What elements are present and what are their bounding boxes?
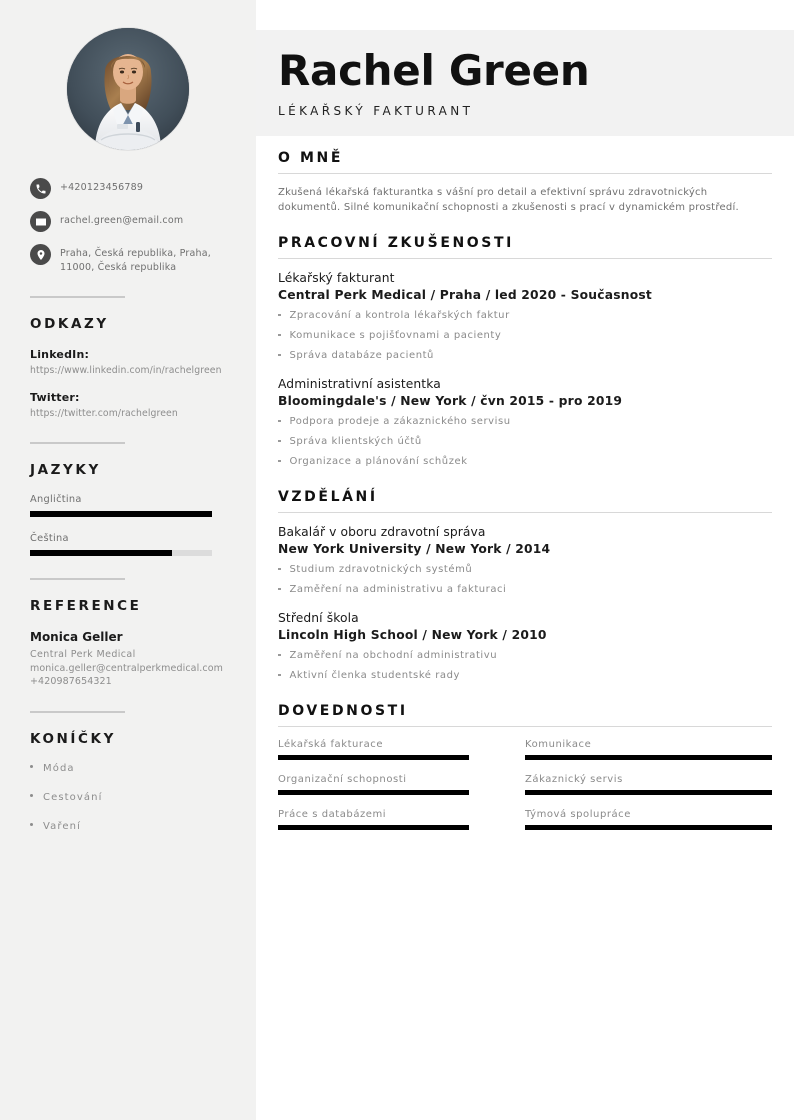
link-label-twitter: Twitter:: [30, 391, 80, 404]
skill-name: Práce s databázemi: [278, 809, 387, 820]
bullet-icon: [278, 334, 281, 337]
list-item: [278, 435, 772, 449]
list-item: [278, 583, 772, 597]
skill-item: [278, 809, 525, 830]
reference-phone[interactable]: +420987654321: [30, 676, 112, 687]
sidebar-heading-links: ODKAZY: [30, 316, 109, 332]
hobby-item: [30, 821, 226, 832]
section-heading-education: VZDĚLÁNÍ: [278, 489, 378, 505]
bullet-text: Zaměření na administrativu a fakturaci: [289, 584, 507, 595]
bullet-text: Zaměření na obchodní administrativu: [289, 650, 498, 661]
skill-level-fill: [525, 790, 772, 795]
language-name: Angličtina: [30, 494, 82, 505]
divider: [30, 711, 125, 713]
bullet-icon: [30, 765, 33, 768]
sidebar-heading-references: REFERENCE: [30, 598, 142, 614]
bullet-text: Zpracování a kontrola lékařských faktur: [289, 310, 510, 321]
heading-rule: [278, 512, 772, 513]
language-item: [30, 533, 226, 556]
divider: [30, 578, 125, 580]
skill-item: [525, 774, 772, 795]
bullet-icon: [278, 568, 281, 571]
bullet-icon: [278, 654, 281, 657]
hobby-label: Vaření: [43, 820, 81, 832]
section-about: [278, 150, 772, 215]
skill-level-fill: [278, 825, 469, 830]
link-url-linkedin[interactable]: https://www.linkedin.com/in/rachelgreen: [30, 365, 222, 376]
heading-rule: [278, 726, 772, 727]
link-item-twitter[interactable]: [30, 391, 226, 420]
divider: [30, 296, 125, 298]
bullet-text: Správa klientských účtů: [289, 436, 422, 447]
contact-address: [30, 244, 226, 274]
reference-item: [30, 630, 226, 689]
avatar: [67, 28, 189, 150]
skill-name: Komunikace: [525, 739, 592, 750]
list-item: [278, 415, 772, 429]
skill-level-fill: [278, 755, 469, 760]
bullet-icon: [278, 588, 281, 591]
link-url-twitter[interactable]: https://twitter.com/rachelgreen: [30, 408, 178, 419]
skill-level-fill: [525, 755, 772, 760]
skill-item: [525, 739, 772, 760]
bullet-text: Studium zdravotnických systémů: [289, 564, 473, 575]
sidebar: [0, 0, 256, 1120]
envelope-icon: [30, 211, 51, 232]
hobby-item: [30, 763, 226, 774]
skill-level-track: [278, 790, 469, 795]
contact-phone-text: +420123456789: [60, 182, 144, 193]
bullet-text: Aktivní členka studentské rady: [289, 670, 460, 681]
sidebar-heading-languages: JAZYKY: [30, 462, 101, 478]
list-item: [278, 563, 772, 577]
experience-meta: Central Perk Medical / Praha / led 2020 - Současnost: [278, 288, 652, 302]
skills-grid: [278, 739, 772, 844]
skill-level-fill: [525, 825, 772, 830]
profile-photo-wrap: [30, 0, 226, 150]
section-heading-about: O MNĚ: [278, 150, 343, 166]
about-text: Zkušená lékařská fakturantka s vášní pro detail a efektivní správu zdravotnických dokumentů. Silné komunikační schopnosti a zkušenosti s prací v dynamickém prostředí.: [278, 187, 739, 213]
hobby-label: Cestování: [43, 791, 103, 803]
education-entry: [278, 525, 772, 597]
bullet-text: Podpora prodeje a zákaznického servisu: [289, 416, 511, 427]
skill-item: [278, 739, 525, 760]
experience-entry: [278, 271, 772, 363]
section-heading-experience: PRACOVNÍ ZKUŠENOSTI: [278, 235, 514, 251]
section-education: [278, 489, 772, 683]
language-item: [30, 494, 226, 517]
skill-level-fill: [278, 790, 469, 795]
bullet-icon: [278, 440, 281, 443]
experience-entry: [278, 377, 772, 469]
section-heading-skills: DOVEDNOSTI: [278, 703, 408, 719]
language-level-fill: [30, 511, 212, 517]
language-level-fill: [30, 550, 172, 556]
bullet-text: Organizace a plánování schůzek: [289, 456, 468, 467]
education-title: Bakalář v oboru zdravotní správa: [278, 525, 486, 539]
list-item: [278, 329, 772, 343]
bullet-icon: [30, 823, 33, 826]
skill-item: [278, 774, 525, 795]
skill-level-track: [278, 825, 469, 830]
main-content: [256, 0, 794, 1120]
contact-email[interactable]: [30, 211, 226, 232]
bullet-text: Komunikace s pojišťovnami a pacienty: [289, 330, 502, 341]
list-item: [278, 669, 772, 683]
contact-list: [30, 178, 226, 274]
name-banner: [256, 30, 794, 136]
reference-email[interactable]: monica.geller@centralperkmedical.com: [30, 662, 224, 674]
reference-name: Monica Geller: [30, 630, 123, 644]
list-item: [278, 649, 772, 663]
contact-phone[interactable]: [30, 178, 226, 199]
page-title: Rachel Green: [278, 46, 590, 95]
hobby-label: Móda: [43, 762, 75, 774]
bullet-icon: [278, 420, 281, 423]
list-item: [278, 455, 772, 469]
reference-company: Central Perk Medical: [30, 649, 136, 660]
skill-level-track: [525, 825, 772, 830]
skill-name: Lékařská fakturace: [278, 739, 384, 750]
profile-photo-illustration: [67, 28, 189, 150]
skill-level-track: [525, 790, 772, 795]
language-level-track: [30, 550, 212, 556]
link-label-linkedin: LinkedIn:: [30, 348, 90, 361]
bullet-icon: [278, 460, 281, 463]
skill-name: Zákaznický servis: [525, 774, 623, 785]
contact-address-text: Praha, Česká republika, Praha, 11000, Česká republika: [60, 248, 212, 273]
job-title-subtitle: LÉKAŘSKÝ FAKTURANT: [278, 104, 474, 118]
sidebar-heading-hobbies: KONÍČKY: [30, 730, 116, 747]
experience-title: Lékařský fakturant: [278, 271, 395, 285]
bullet-icon: [278, 314, 281, 317]
language-name: Čeština: [30, 533, 69, 544]
bullet-icon: [278, 674, 281, 677]
skill-name: Organizační schopnosti: [278, 774, 407, 785]
divider: [30, 442, 125, 444]
skill-level-track: [278, 755, 469, 760]
education-meta: New York University / New York / 2014: [278, 542, 551, 556]
list-item: [278, 349, 772, 363]
link-item-linkedin[interactable]: [30, 348, 226, 377]
education-entry: [278, 611, 772, 683]
heading-rule: [278, 258, 772, 259]
phone-icon: [30, 178, 51, 199]
bullet-icon: [30, 794, 33, 797]
education-title: Střední škola: [278, 611, 359, 625]
section-experience: [278, 235, 772, 469]
education-meta: Lincoln High School / New York / 2010: [278, 628, 547, 642]
experience-title: Administrativní asistentka: [278, 377, 441, 391]
bullet-text: Správa databáze pacientů: [289, 350, 434, 361]
hobby-item: [30, 792, 226, 803]
skill-level-track: [525, 755, 772, 760]
language-level-track: [30, 511, 212, 517]
location-pin-icon: [30, 244, 51, 265]
bullet-icon: [278, 354, 281, 357]
experience-meta: Bloomingdale's / New York / čvn 2015 - pro 2019: [278, 394, 623, 408]
main-body: [256, 150, 794, 864]
section-skills: [278, 703, 772, 844]
skill-item: [525, 809, 772, 830]
skill-name: Týmová spolupráce: [525, 809, 631, 820]
heading-rule: [278, 173, 772, 174]
list-item: [278, 309, 772, 323]
contact-email-text: rachel.green@email.com: [60, 215, 184, 226]
